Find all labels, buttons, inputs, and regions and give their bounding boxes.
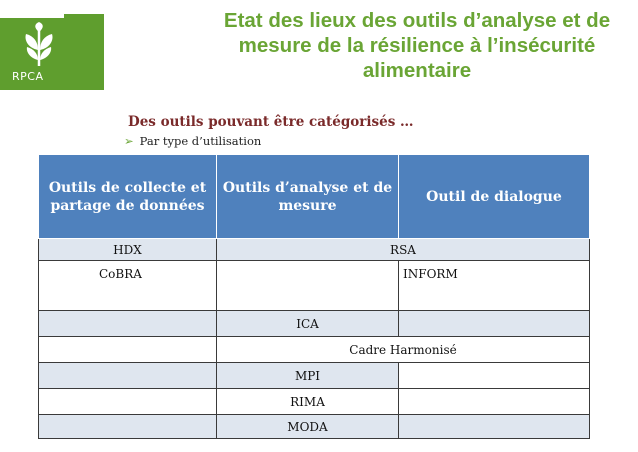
cell-empty	[399, 363, 590, 389]
bullet-text: Par type d’utilisation	[139, 134, 262, 148]
cell-empty	[39, 337, 217, 363]
cell-ica: ICA	[217, 311, 399, 337]
cell-empty	[39, 415, 217, 439]
logo-background	[0, 14, 104, 90]
bullet-item	[124, 134, 261, 148]
table-row	[39, 363, 590, 389]
cell-moda: MODA	[217, 415, 399, 439]
table-row	[39, 415, 590, 439]
cell-rima: RIMA	[217, 389, 399, 415]
table-row	[39, 311, 590, 337]
logo-text: RPCA	[12, 70, 44, 83]
cell-empty	[39, 389, 217, 415]
header-analyse: Outils d’analyse et de mesure	[217, 155, 399, 239]
cell-empty	[399, 311, 590, 337]
header-dialogue: Outil de dialogue	[399, 155, 590, 239]
arrow-bullet-icon: ➢	[124, 134, 134, 148]
cell-cobra: CoBRA	[39, 261, 217, 311]
table-row	[39, 239, 590, 261]
table-row	[39, 389, 590, 415]
cell-mpi: MPI	[217, 363, 399, 389]
wheat-sprout-icon	[22, 22, 56, 66]
cell-hdx: HDX	[39, 239, 217, 261]
cell-empty	[39, 363, 217, 389]
cell-empty	[399, 415, 590, 439]
header-collecte: Outils de collecte et partage de données	[39, 155, 217, 239]
table-row	[39, 261, 590, 311]
slide-title: Etat des lieux des outils d’analyse et de mesure de la résilience à l’insécurité alimentaire	[223, 9, 611, 82]
cell-cadre-harmonise: Cadre Harmonisé	[217, 337, 590, 363]
cell-empty	[399, 389, 590, 415]
slide-subtitle: Des outils pouvant être catégorisés …	[128, 114, 414, 130]
table-header-row	[39, 155, 590, 239]
tools-table	[38, 154, 590, 439]
cell-inform: INFORM	[399, 261, 590, 311]
cell-rsa: RSA	[217, 239, 590, 261]
cell-empty	[217, 261, 399, 311]
cell-empty	[39, 311, 217, 337]
logo-strip	[0, 8, 64, 18]
table-row	[39, 337, 590, 363]
